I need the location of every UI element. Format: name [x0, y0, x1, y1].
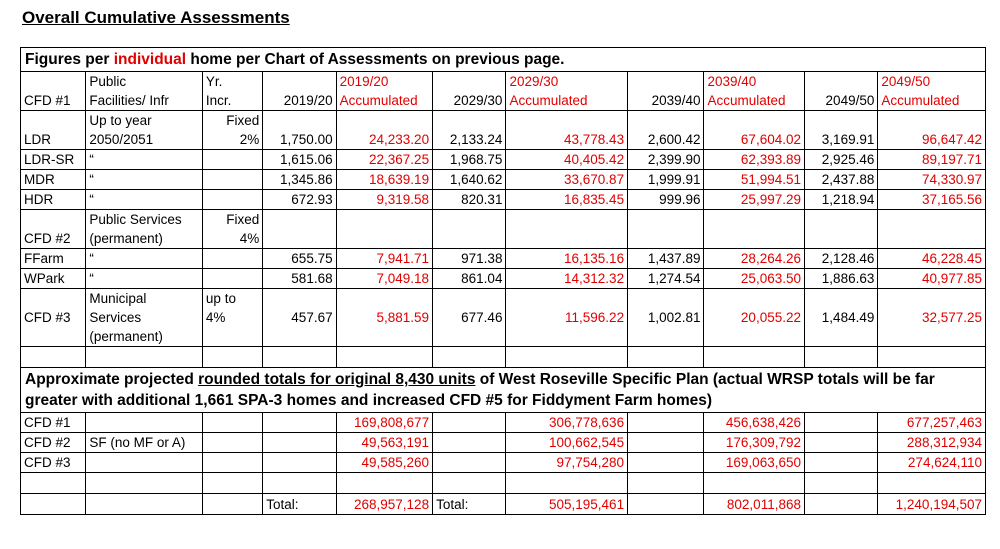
- total-2039: 176,309,792: [704, 433, 805, 453]
- total-2039: 169,063,650: [704, 453, 805, 473]
- row-category: “: [86, 190, 203, 210]
- header-2019-acc: 2019/20 Accumulated: [336, 72, 432, 111]
- cell-2049-acc: 40,977.85: [878, 269, 986, 289]
- cell-2039-acc: 20,055.22: [704, 289, 805, 347]
- row-category: [86, 453, 203, 473]
- row-category: “: [86, 170, 203, 190]
- cell-2039: 2,600.42: [628, 111, 704, 150]
- header-category: Public Facilities/ Infr: [86, 72, 203, 111]
- cell-2019: 457.67: [263, 289, 336, 347]
- header-2049: 2049/50: [804, 72, 877, 111]
- header-row: [21, 72, 986, 111]
- assessments-table: [20, 47, 986, 515]
- row-incr: [202, 269, 262, 289]
- cell-2029-acc: 14,312.32: [506, 269, 628, 289]
- spacer-row: [21, 473, 986, 494]
- cell-2039: 2,399.90: [628, 150, 704, 170]
- cell-2029-acc: 11,596.22: [506, 289, 628, 347]
- cell-empty: [628, 210, 704, 249]
- banner-row: [21, 368, 986, 413]
- cell-2039-acc: 28,264.26: [704, 249, 805, 269]
- cell-2049-acc: 74,330.97: [878, 170, 986, 190]
- row-category: SF (no MF or A): [86, 433, 203, 453]
- grand-total-2039: 802,011,868: [704, 494, 805, 515]
- cell-2029-acc: 16,835.45: [506, 190, 628, 210]
- cell-2039: 999.96: [628, 190, 704, 210]
- cell-2039: 1,437.89: [628, 249, 704, 269]
- row-category: “: [86, 150, 203, 170]
- cell-2029-acc: 16,135.16: [506, 249, 628, 269]
- cell-2019-acc: 18,639.19: [336, 170, 432, 190]
- row-label: CFD #2: [21, 210, 86, 249]
- row-label: FFarm: [21, 249, 86, 269]
- header-2039-acc: 2039/40 Accumulated: [704, 72, 805, 111]
- totals-row: [21, 433, 986, 453]
- cell-2039-acc: 25,063.50: [704, 269, 805, 289]
- cell-2029-acc: 43,778.43: [506, 111, 628, 150]
- table-row: [21, 289, 986, 347]
- cell-2049-acc: 89,197.71: [878, 150, 986, 170]
- cell-2019: 655.75: [263, 249, 336, 269]
- row-incr: [202, 249, 262, 269]
- cell-2019-acc: 7,941.71: [336, 249, 432, 269]
- cell-2039-acc: 51,994.51: [704, 170, 805, 190]
- cell-2049: 2,437.88: [804, 170, 877, 190]
- table-row: [21, 249, 986, 269]
- row-category: Up to year 2050/2051: [86, 111, 203, 150]
- page-title: Overall Cumulative Assessments: [22, 8, 290, 27]
- total-2029: 97,754,280: [506, 453, 628, 473]
- grand-total-2049: 1,240,194,507: [878, 494, 986, 515]
- total-2019: 169,808,677: [336, 413, 432, 433]
- cell-2019-acc: 5,881.59: [336, 289, 432, 347]
- cell-2049-acc: 32,577.25: [878, 289, 986, 347]
- total-2019: 49,585,260: [336, 453, 432, 473]
- banner-row: [21, 48, 986, 72]
- row-category: [86, 413, 203, 433]
- cell-2019-acc: 7,049.18: [336, 269, 432, 289]
- row-category: Municipal Services (permanent): [86, 289, 203, 347]
- cell-2019: 1,750.00: [263, 111, 336, 150]
- row-category: “: [86, 249, 203, 269]
- table-row: [21, 269, 986, 289]
- cell-2019: 672.93: [263, 190, 336, 210]
- total-2029: 100,662,545: [506, 433, 628, 453]
- header-cfd: CFD #1: [21, 72, 86, 111]
- cell-empty: [878, 210, 986, 249]
- row-label: CFD #3: [21, 289, 86, 347]
- row-label: CFD #2: [21, 433, 86, 453]
- row-incr: Fixed 2%: [202, 111, 262, 150]
- total-label: Total:: [263, 494, 336, 515]
- row-incr: [202, 150, 262, 170]
- cell-2029: 1,640.62: [433, 170, 506, 190]
- table-row: [21, 170, 986, 190]
- header-incr: Yr. Incr.: [202, 72, 262, 111]
- cell-2039-acc: 62,393.89: [704, 150, 805, 170]
- underlined-phrase: rounded totals for original 8,430 units: [198, 371, 476, 388]
- cell-empty: [704, 210, 805, 249]
- cell-empty: [506, 210, 628, 249]
- cell-empty: [263, 210, 336, 249]
- total-label: Total:: [433, 494, 506, 515]
- cell-2049-acc: 96,647.42: [878, 111, 986, 150]
- total-2029: 306,778,636: [506, 413, 628, 433]
- cell-2049: 1,886.63: [804, 269, 877, 289]
- cell-2019: 1,615.06: [263, 150, 336, 170]
- row-category: Public Services (permanent): [86, 210, 203, 249]
- total-2049: 274,624,110: [878, 453, 986, 473]
- cell-2029-acc: 40,405.42: [506, 150, 628, 170]
- cell-2029: 2,133.24: [433, 111, 506, 150]
- row-label: CFD #3: [21, 453, 86, 473]
- cell-2029-acc: 33,670.87: [506, 170, 628, 190]
- row-label: LDR: [21, 111, 86, 150]
- cell-2029: 677.46: [433, 289, 506, 347]
- cell-2049: 2,925.46: [804, 150, 877, 170]
- cell-2039: 1,274.54: [628, 269, 704, 289]
- header-2039: 2039/40: [628, 72, 704, 111]
- cell-2049: 2,128.46: [804, 249, 877, 269]
- cell-empty: [433, 210, 506, 249]
- spacer-row: [21, 347, 986, 368]
- cell-2019-acc: 9,319.58: [336, 190, 432, 210]
- cell-2049-acc: 46,228.45: [878, 249, 986, 269]
- grand-total-2029: 505,195,461: [506, 494, 628, 515]
- cell-2039-acc: 67,604.02: [704, 111, 805, 150]
- grand-total-2019: 268,957,128: [336, 494, 432, 515]
- header-2029-acc: 2029/30 Accumulated: [506, 72, 628, 111]
- row-incr: Fixed 4%: [202, 210, 262, 249]
- row-label: CFD #1: [21, 413, 86, 433]
- total-2039: 456,638,426: [704, 413, 805, 433]
- cell-2039: 1,002.81: [628, 289, 704, 347]
- row-category: “: [86, 269, 203, 289]
- table-row: [21, 111, 986, 150]
- row-incr: up to 4%: [202, 289, 262, 347]
- cell-2049: 1,218.94: [804, 190, 877, 210]
- table-row: [21, 150, 986, 170]
- totals-row: [21, 453, 986, 473]
- cell-2049: 3,169.91: [804, 111, 877, 150]
- cell-2049: 1,484.49: [804, 289, 877, 347]
- cell-2029: 1,968.75: [433, 150, 506, 170]
- banner-individual: Figures per individual home per Chart of Assessments on previous page.: [21, 48, 986, 72]
- cell-2029: 861.04: [433, 269, 506, 289]
- totals-row: [21, 413, 986, 433]
- table-row: [21, 210, 986, 249]
- table-row: [21, 190, 986, 210]
- row-label: HDR: [21, 190, 86, 210]
- cell-2029: 971.38: [433, 249, 506, 269]
- cell-2019: 581.68: [263, 269, 336, 289]
- row-label: MDR: [21, 170, 86, 190]
- highlight-individual: individual: [113, 51, 187, 68]
- cell-2029: 820.31: [433, 190, 506, 210]
- row-label: WPark: [21, 269, 86, 289]
- header-2019: 2019/20: [263, 72, 336, 111]
- total-2049: 288,312,934: [878, 433, 986, 453]
- cell-2019: 1,345.86: [263, 170, 336, 190]
- cell-2049-acc: 37,165.56: [878, 190, 986, 210]
- header-2029: 2029/30: [433, 72, 506, 111]
- cell-2039-acc: 25,997.29: [704, 190, 805, 210]
- cell-empty: [336, 210, 432, 249]
- total-2019: 49,563,191: [336, 433, 432, 453]
- row-incr: [202, 190, 262, 210]
- cell-empty: [804, 210, 877, 249]
- header-2049-acc: 2049/50 Accumulated: [878, 72, 986, 111]
- cell-2039: 1,999.91: [628, 170, 704, 190]
- banner-totals: Approximate projected rounded totals for original 8,430 units of West Roseville Specific Plan (actual WRSP totals will be far greater with additional 1,661 SPA-3 homes and increased CFD #5 for Fiddyment Farm homes): [21, 368, 986, 413]
- total-2049: 677,257,463: [878, 413, 986, 433]
- cell-2019-acc: 24,233.20: [336, 111, 432, 150]
- row-label: LDR-SR: [21, 150, 86, 170]
- cell-2019-acc: 22,367.25: [336, 150, 432, 170]
- grand-total-row: [21, 494, 986, 515]
- row-incr: [202, 170, 262, 190]
